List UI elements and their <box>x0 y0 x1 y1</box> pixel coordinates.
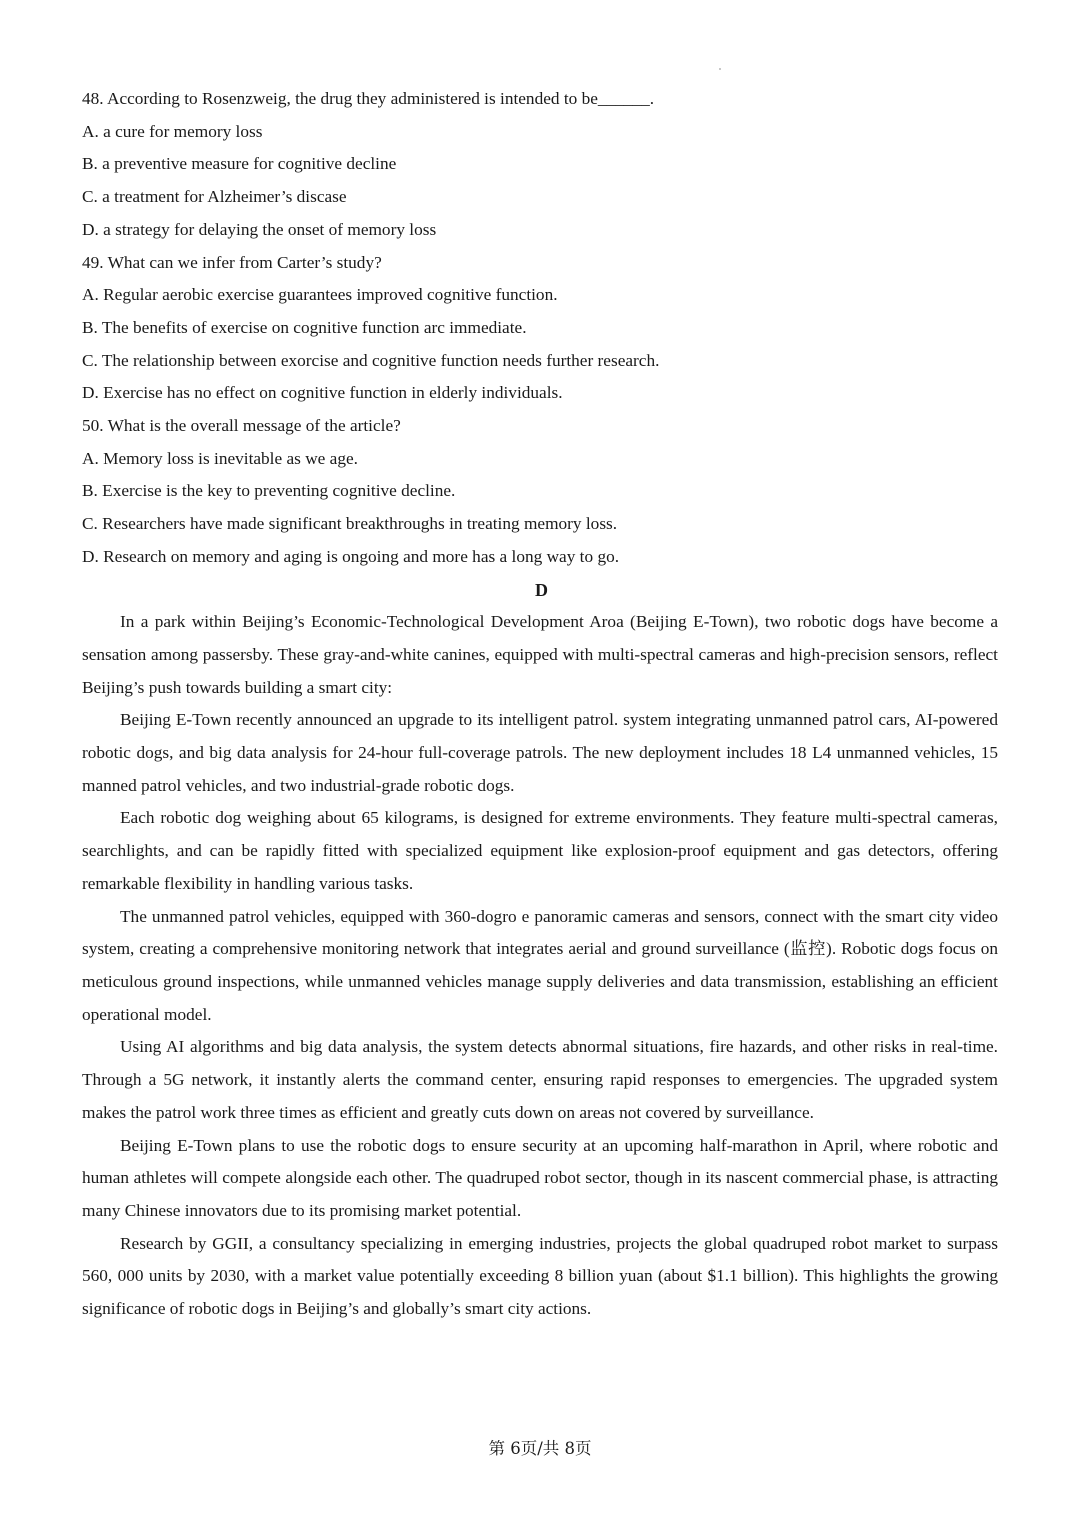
question-48 <box>82 83 998 247</box>
passage-paragraph: Using AI algorithms and big data analysis, the system detects abnormal situations, fire hazards, and other risks in real-time. Through a 5G network, it instantly alerts the command center, ensuring rapid responses to emergencies. The upgraded system makes the patrol work three times as efficient and greatly cuts down on areas not covered by surveillance. <box>82 1037 998 1122</box>
question-stem: 50. What is the overall message of the article? <box>82 416 401 436</box>
passage-paragraph: The unmanned patrol vehicles, equipped with 360-dogro e panoramic cameras and sensors, connect with the smart city video system, creating a comprehensive monitoring network that integrates aerial and ground surveillance (监控). Robotic dogs focus on meticulous ground inspections, while unmanned vehicles manage supply deliveries and data transmission, establishing an efficient operational model. <box>82 906 998 1024</box>
passage-paragraph: Research by GGII, a consultancy specializing in emerging industries, projects the global quadruped robot market to surpass 560, 000 units by 2030, with a market value potentially exceeding 8 billion yuan (about $1.1 billion). This highlights the growing significance of robotic dogs in Beijing’s and globally’s smart city actions. <box>82 1233 998 1319</box>
question-stem: 48. According to Rosenzweig, the drug they administered is intended to be______. <box>82 89 655 108</box>
passage-paragraph: Beijing E-Town recently announced an upgrade to its intelligent patrol. system integrating unmanned patrol cars, AI-powered robotic dogs, and big data analysis for 24-hour full-coverage patrols. The new deployment includes 18 L4 unmanned vehicles, 15 manned patrol vehicles, and two industrial-grade robotic dogs. <box>82 710 998 795</box>
passage-paragraph: In a park within Beijing’s Economic-Technological Development Aroa (Beijing E-Town), two robotic dogs have become a sensation among passersby. These gray-and-white canines, equipped with multi-spectral cameras and high-precision sensors, reflect Beijing’s push towards building a smart city: <box>82 612 998 697</box>
passage-paragraph: Each robotic dog weighing about 65 kilograms, is designed for extreme environments. They feature multi-spectral cameras, searchlights, and can be rapidly fitted with specialized equipment like explosion-proof equipment and gas detectors, offering remarkable flexibility in handling various tasks. <box>82 808 998 893</box>
option-c: C. Researchers have made significant breakthroughs in treating memory loss. <box>82 514 618 534</box>
option-b: B. a preventive measure for cognitive decline <box>82 154 397 174</box>
option-d: D. a strategy for delaying the onset of memory loss <box>82 219 437 239</box>
option-a: A. Regular aerobic exercise guarantees improved cognitive function. <box>82 285 558 305</box>
page-footer: 第 6页/共 8页 <box>488 1439 592 1458</box>
option-d: D. Exercise has no effect on cognitive function in elderly individuals. <box>82 383 563 403</box>
page-content <box>82 83 998 1326</box>
question-stem: 49. What can we infer from Carter’s study? <box>82 252 382 272</box>
question-49 <box>82 247 998 411</box>
question-50 <box>82 410 998 574</box>
option-c: C. a treatment for Alzheimer’s discase <box>82 187 347 207</box>
passage-heading: D <box>535 579 548 600</box>
option-b: B. Exercise is the key to preventing cognitive decline. <box>82 481 456 501</box>
scan-speck <box>719 68 721 70</box>
passage-paragraph: Beijing E-Town plans to use the robotic dogs to ensure security at an upcoming half-marathon in April, where robotic and human athletes will compete alongside each other. The quadruped robot sector, though in its nascent commercial phase, is attracting many Chinese innovators due to its promising market potential. <box>82 1135 998 1220</box>
option-c: C. The relationship between exorcise and cognitive function needs further research. <box>82 350 660 370</box>
option-a: A. a cure for memory loss <box>82 121 263 141</box>
option-b: B. The benefits of exercise on cognitive function arc immediate. <box>82 317 527 337</box>
option-a: A. Memory loss is inevitable as we age. <box>82 448 358 468</box>
option-d: D. Research on memory and aging is ongoing and more has a long way to go. <box>82 546 620 566</box>
passage-body <box>82 606 998 1325</box>
